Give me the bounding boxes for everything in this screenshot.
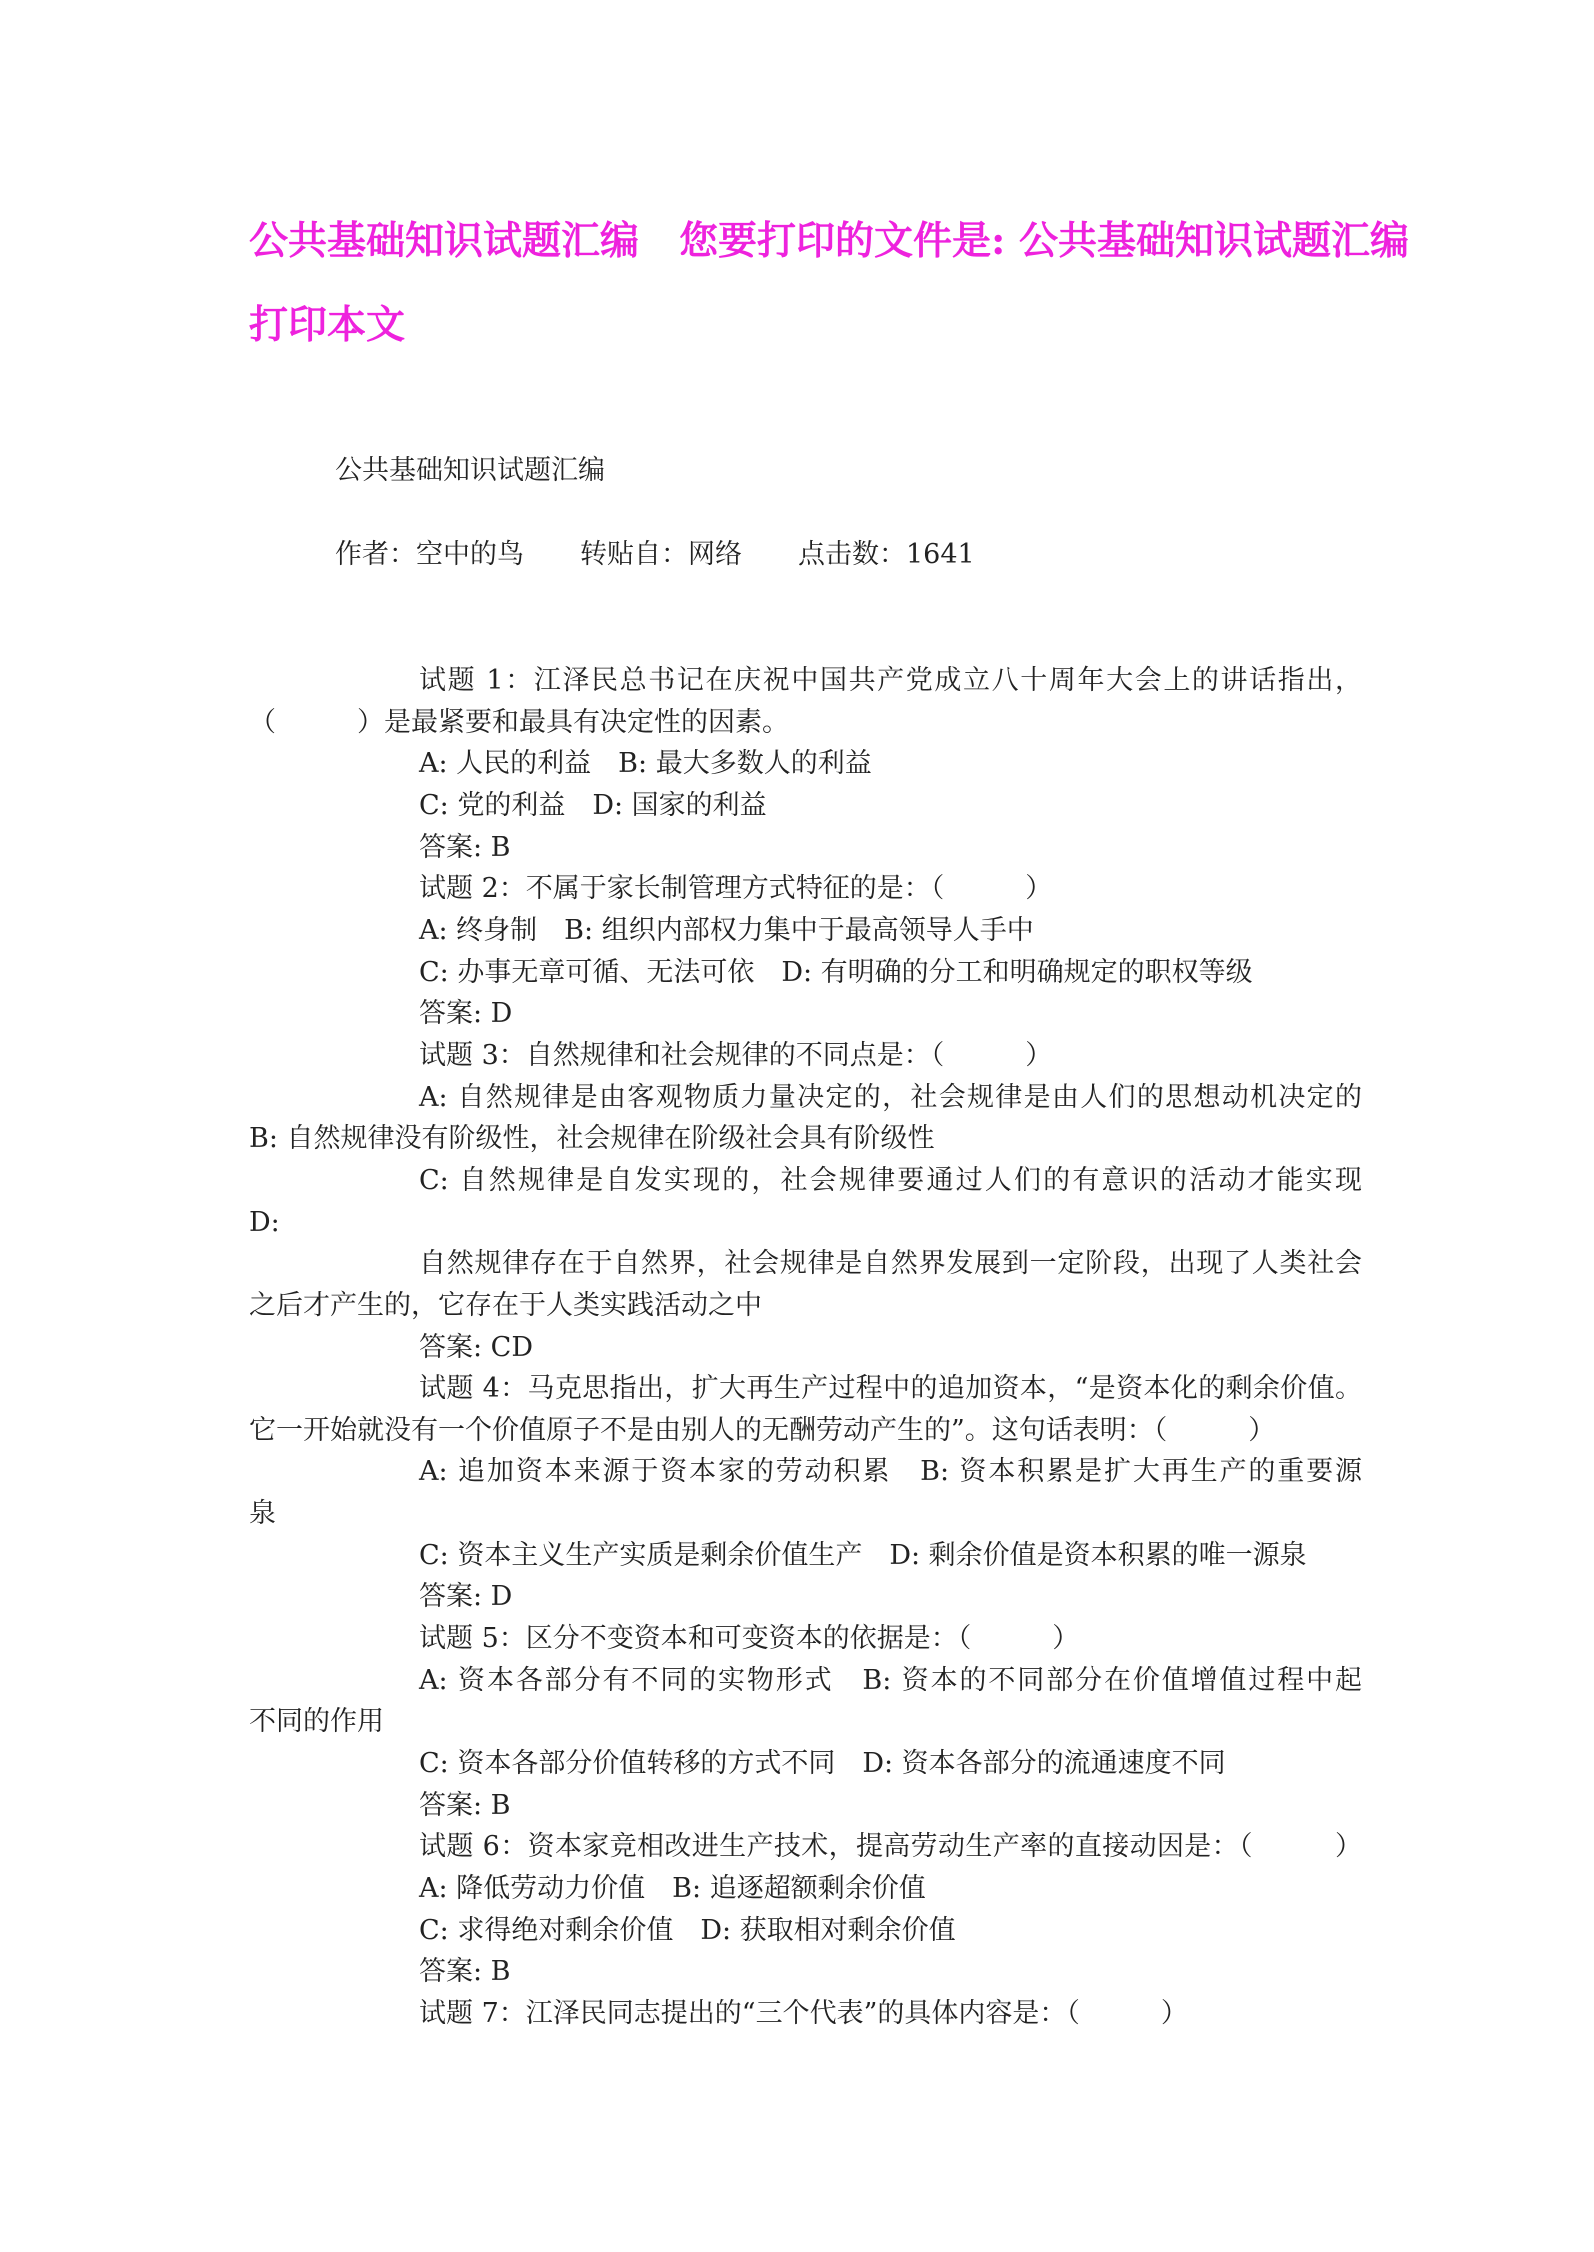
text-line: 自然规律存在于自然界，社会规律是自然界发展到一定阶段，出现了人类社会: [419, 1248, 1362, 1280]
text-line: C: 资本各部分价值转移的方式不同 D: 资本各部分的流通速度不同: [419, 1748, 1226, 1780]
text-line: 答案: D: [419, 998, 513, 1030]
text-line: 试题 1：江泽民总书记在庆祝中国共产党成立八十周年大会上的讲话指出，: [419, 665, 1362, 696]
text-line: B: 自然规律没有阶级性，社会规律在阶级社会具有阶级性: [249, 1123, 935, 1155]
text-line: C: 办事无章可循、无法可依 D: 有明确的分工和明确规定的职权等级: [419, 956, 1253, 988]
text-line: 它一开始就没有一个价值原子不是由别人的无酬劳动产生的”。这句话表明：（ ）: [249, 1414, 1276, 1446]
text-line: A: 追加资本来源于资本家的劳动积累 B: 资本积累是扩大再生产的重要源: [419, 1456, 1362, 1488]
text-line: C: 党的利益 D: 国家的利益: [419, 789, 767, 821]
text-line: 试题 2：不属于家长制管理方式特征的是：（ ）: [419, 873, 1053, 905]
print-article-link[interactable]: 打印本文: [249, 302, 406, 348]
text-line: 泉: [249, 1498, 276, 1530]
text-line: 试题 4：马克思指出，扩大再生产过程中的追加资本，“是资本化的剩余价值。: [419, 1373, 1362, 1405]
text-line: （ ）是最紧要和最具有决定性的因素。: [249, 706, 789, 738]
text-line: 不同的作用: [249, 1706, 384, 1738]
text-line: A: 降低劳动力价值 B: 追逐超额剩余价值: [419, 1873, 926, 1905]
article-subtitle: 公共基础知识试题汇编: [335, 455, 605, 486]
text-line: 试题 3：自然规律和社会规律的不同点是：（ ）: [419, 1039, 1053, 1071]
article-meta: [335, 535, 1031, 575]
text-line: 答案: D: [419, 1581, 513, 1613]
text-line: 试题 7：江泽民同志提出的“三个代表”的具体内容是：（ ）: [419, 1998, 1188, 2029]
text-line: C: 自然规律是自发实现的，社会规律要通过人们的有意识的活动才能实现: [419, 1164, 1362, 1196]
text-line: 答案: B: [419, 1956, 511, 1988]
question-list: [249, 660, 1362, 2035]
text-line: A: 终身制 B: 组织内部权力集中于最高领导人手中: [419, 914, 1034, 946]
text-line: A: 资本各部分有不同的实物形式 B: 资本的不同部分在价值增值过程中起: [419, 1664, 1362, 1696]
author: 作者：空中的鸟: [335, 539, 524, 570]
text-line: 试题 6：资本家竞相改进生产技术，提高劳动生产率的直接动因是：（ ）: [419, 1831, 1362, 1863]
text-line: A: 自然规律是由客观物质力量决定的，社会规律是由人们的思想动机决定的: [419, 1081, 1362, 1113]
text-line: D:: [249, 1206, 280, 1238]
text-line: C: 资本主义生产实质是剩余价值生产 D: 剩余价值是资本积累的唯一源泉: [419, 1539, 1307, 1571]
document-title: 公共基础知识试题汇编: [249, 218, 640, 264]
text-line: 答案: B: [419, 831, 511, 863]
print-file-notice: 您要打印的文件是: 公共基础知识试题汇编: [679, 218, 1409, 264]
text-line: 之后才产生的，它存在于人类实践活动之中: [249, 1289, 762, 1321]
page-title: [249, 216, 1409, 266]
text-line: A: 人民的利益 B: 最大多数人的利益: [419, 748, 872, 780]
text-line: 答案: CD: [419, 1331, 533, 1363]
source: 转贴自：网络: [580, 539, 742, 570]
hit-count: 点击数：1641: [798, 539, 975, 570]
text-line: 答案: B: [419, 1789, 511, 1821]
text-line: C: 求得绝对剩余价值 D: 获取相对剩余价值: [419, 1914, 956, 1946]
text-line: 试题 5：区分不变资本和可变资本的依据是：（ ）: [419, 1623, 1080, 1655]
